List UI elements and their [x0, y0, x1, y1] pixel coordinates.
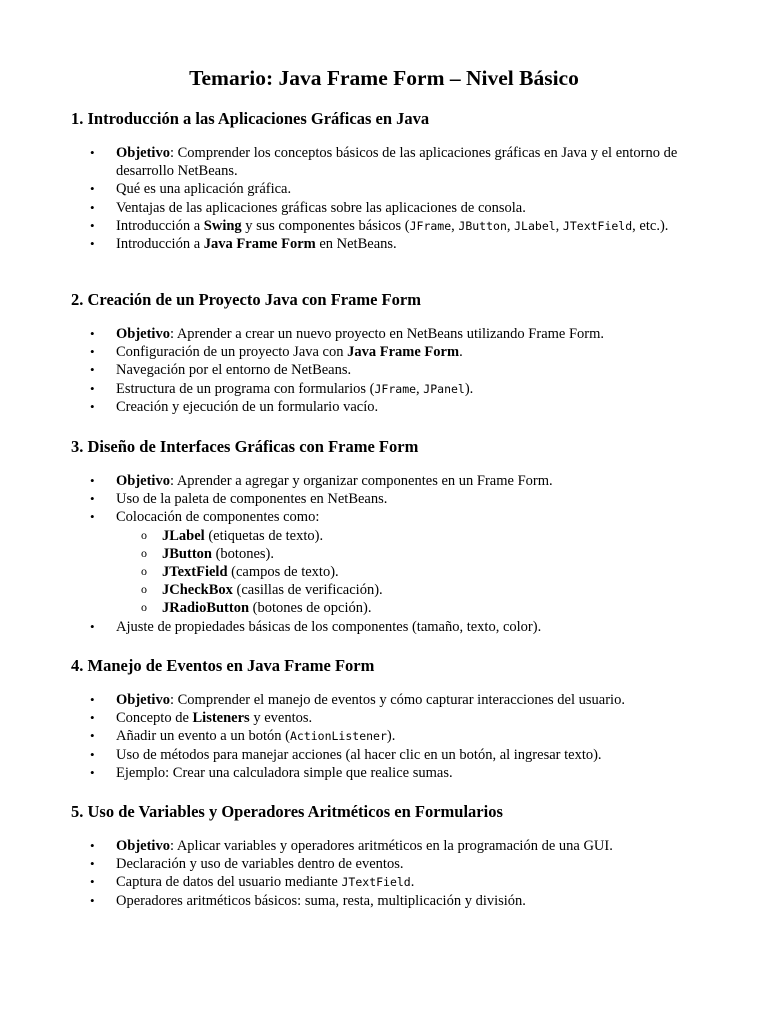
- bullet-list: [71, 472, 711, 636]
- list-item: [71, 508, 711, 526]
- item-text: Configuración de un proyecto Java con: [116, 344, 348, 361]
- bold-term: JTextField: [162, 564, 228, 581]
- section-heading: 4. Manejo de Eventos en Java Frame Form: [71, 656, 375, 675]
- item-text: Estructura de un programa con formularios (: [116, 380, 375, 397]
- item-text: ,: [416, 380, 424, 397]
- list-item: [71, 855, 711, 873]
- list-item: [71, 180, 711, 198]
- code-term: JTextField: [562, 218, 633, 233]
- bold-term: Listeners: [192, 710, 250, 727]
- bullet-list: [71, 144, 711, 253]
- list-item: [71, 325, 711, 343]
- bold-term: Objetivo: [116, 838, 170, 854]
- item-text: , etc.).: [632, 217, 669, 234]
- list-item: [71, 199, 711, 217]
- item-text: Operadores aritméticos básicos: suma, resta, multiplicación y división.: [116, 892, 526, 909]
- item-text: Ajuste de propiedades básicas de los componentes (tamaño, texto, color).: [116, 618, 542, 635]
- bold-term: JLabel: [162, 527, 205, 544]
- item-text: : Aprender a agregar y organizar componentes en un Frame Form.: [169, 473, 553, 489]
- item-text: Ejemplo: Crear una calculadora simple que realice sumas.: [116, 764, 453, 781]
- sub-list-item: [71, 581, 711, 599]
- item-text: Navegación por el entorno de NetBeans.: [116, 362, 352, 379]
- item-text: (campos de texto).: [227, 564, 339, 581]
- list-item: [71, 343, 711, 361]
- item-text: (botones de opción).: [249, 600, 372, 617]
- code-term: JTextField: [341, 875, 411, 890]
- item-text: ,: [506, 217, 515, 234]
- list-item: [71, 764, 711, 782]
- bold-term: JButton: [162, 545, 212, 562]
- item-text: ,: [451, 217, 459, 234]
- list-item: [71, 873, 711, 891]
- bold-term: JCheckBox: [162, 582, 233, 599]
- item-text: Declaración y uso de variables dentro de eventos.: [116, 856, 404, 873]
- bold-term: Swing: [203, 217, 242, 234]
- item-text: ).: [386, 728, 396, 745]
- code-term: ActionListener: [289, 729, 387, 744]
- section-heading: 1. Introducción a las Aplicaciones Gráficas en Java: [71, 109, 430, 128]
- item-text: Captura de datos del usuario mediante: [116, 874, 342, 891]
- item-text: ).: [464, 380, 474, 397]
- bold-term: Objetivo: [116, 473, 170, 489]
- list-item: [71, 472, 711, 490]
- sub-list-item: [71, 527, 711, 545]
- item-text: y sus componentes básicos (: [241, 217, 410, 234]
- section-heading: 5. Uso de Variables y Operadores Aritméticos en Formularios: [71, 802, 503, 821]
- section-heading: 2. Creación de un Proyecto Java con Frame Form: [71, 290, 421, 309]
- code-term: JFrame: [374, 381, 417, 396]
- list-item: [71, 490, 711, 508]
- item-text: : Aprender a crear un nuevo proyecto en NetBeans utilizando Frame Form.: [169, 326, 605, 342]
- section-3: [71, 436, 711, 635]
- bold-term: JRadioButton: [162, 600, 250, 617]
- list-item: [71, 727, 711, 745]
- bullet-list: [71, 837, 711, 910]
- bold-term: Java Frame Form: [203, 236, 316, 253]
- list-item: [71, 746, 711, 764]
- item-text: (casillas de verificación).: [232, 582, 383, 599]
- item-text: : Aplicar variables y operadores aritméticos en la programación de una GUI.: [169, 838, 613, 854]
- bullet-list: [71, 691, 711, 782]
- sub-list: [116, 527, 711, 618]
- list-item: [71, 144, 711, 180]
- list-item: [71, 235, 711, 253]
- item-text: .: [459, 344, 463, 361]
- item-text: : Comprender los conceptos básicos de las aplicaciones gráficas en Java y el entorno de desarrollo NetBeans.: [116, 145, 678, 180]
- list-item: [71, 380, 711, 398]
- item-text: (botones).: [211, 545, 274, 562]
- list-item: [71, 398, 711, 416]
- list-item: [71, 892, 711, 910]
- page-title: Temario: Java Frame Form – Nivel Básico: [189, 66, 579, 90]
- item-text: Ventajas de las aplicaciones gráficas sobre las aplicaciones de consola.: [116, 199, 526, 216]
- item-text: : Comprender el manejo de eventos y cómo capturar interacciones del usuario.: [169, 692, 625, 708]
- code-term: JFrame: [409, 218, 452, 233]
- list-item: [71, 837, 711, 855]
- bold-term: Objetivo: [116, 692, 170, 708]
- item-text: .: [410, 874, 415, 891]
- item-text: Creación y ejecución de un formulario vacío.: [116, 398, 379, 415]
- sub-list-container: [71, 527, 711, 618]
- code-term: JPanel: [423, 381, 465, 396]
- code-term: JButton: [458, 218, 507, 233]
- sub-list-item: [71, 563, 711, 581]
- code-term: JLabel: [514, 218, 556, 233]
- bold-term: Objetivo: [116, 145, 170, 161]
- item-text: Concepto de: [116, 710, 193, 727]
- item-text: Introducción a: [116, 236, 204, 253]
- section-5: [71, 801, 711, 909]
- item-text: Qué es una aplicación gráfica.: [116, 181, 292, 198]
- item-text: Colocación de componentes como:: [116, 509, 320, 526]
- item-text: Uso de la paleta de componentes en NetBeans.: [116, 491, 388, 508]
- list-item: [71, 691, 711, 709]
- section-4: [71, 655, 711, 781]
- section-2: [71, 289, 711, 415]
- list-item: [71, 361, 711, 379]
- sub-list-item: [71, 545, 711, 563]
- list-item: [71, 618, 711, 636]
- sub-list-item: [71, 599, 711, 617]
- list-item: [71, 217, 711, 235]
- list-item: [71, 709, 711, 727]
- item-text: Añadir un evento a un botón (: [116, 728, 290, 745]
- bold-term: Java Frame Form: [347, 344, 460, 361]
- section-heading: 3. Diseño de Interfaces Gráficas con Frame Form: [71, 437, 419, 456]
- item-text: y eventos.: [249, 710, 313, 727]
- bold-term: Objetivo: [116, 326, 170, 342]
- bullet-list: [71, 325, 711, 416]
- item-text: Uso de métodos para manejar acciones (al hacer clic en un botón, al ingresar texto).: [116, 746, 602, 763]
- item-text: (etiquetas de texto).: [204, 527, 324, 544]
- section-1: [71, 108, 711, 253]
- item-text: ,: [555, 217, 563, 234]
- item-text: en NetBeans.: [315, 236, 397, 253]
- item-text: Introducción a: [116, 217, 204, 234]
